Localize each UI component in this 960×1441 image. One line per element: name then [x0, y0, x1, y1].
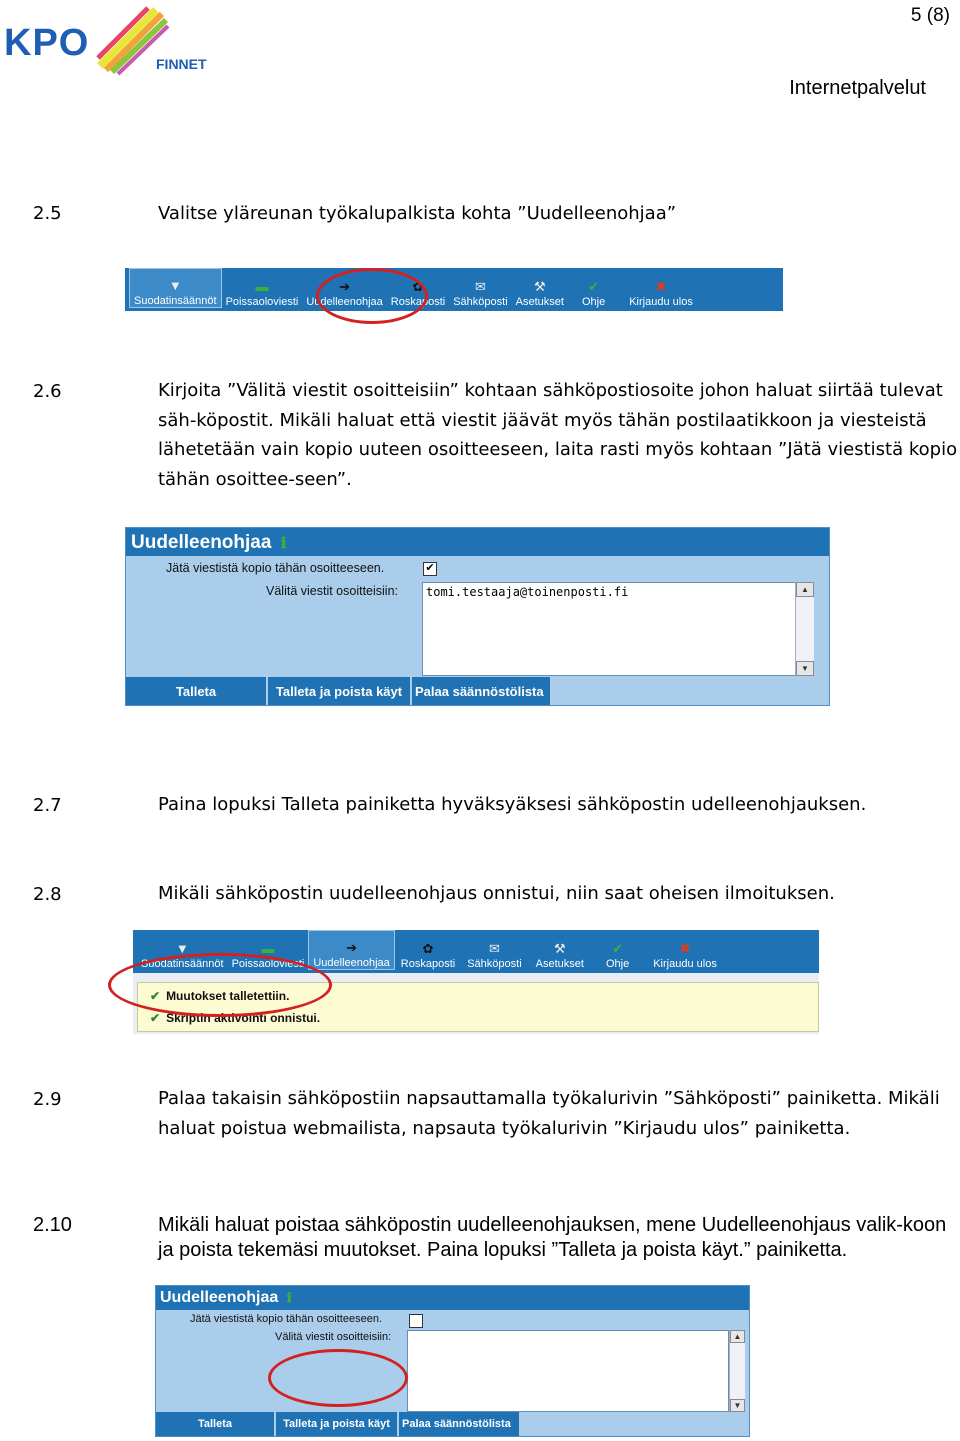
step-number: 2.9 — [33, 1089, 62, 1110]
keep-copy-checkbox[interactable]: ✔ — [423, 562, 437, 576]
toolbar-label: Suodatinsäännöt — [134, 295, 217, 307]
forward-address-textarea[interactable]: tomi.testaaja@toinenposti.fi — [422, 582, 796, 676]
notice-text: Skriptin aktivointi onnistui. — [166, 1011, 321, 1025]
toolbar-settings-button[interactable] — [528, 930, 592, 970]
envelope-icon: ✉ — [488, 941, 500, 956]
arrow-right-icon: ➔ — [339, 279, 351, 294]
toolbar-forward-button[interactable] — [308, 930, 394, 970]
form-title: Uudelleenohjaa — [131, 532, 272, 553]
forward-label: Välitä viestit osoitteisiin: — [266, 584, 399, 598]
envelope-icon: ✉ — [474, 279, 486, 294]
info-icon: ℹ — [286, 1290, 292, 1305]
keep-copy-checkbox[interactable] — [409, 1314, 423, 1328]
forward-form-panel — [155, 1285, 750, 1437]
toolbar-label: Sähköposti — [467, 958, 522, 970]
back-to-rules-button[interactable]: Palaa säännöstölista — [412, 677, 552, 705]
checkmark-icon: ✔ — [150, 989, 161, 1003]
toolbar-label: Roskaposti — [400, 958, 456, 970]
step-text: Valitse yläreunan työkalupalkista kohta ”Uudelleenohjaa” — [158, 203, 677, 224]
form-header — [126, 528, 829, 556]
toolbar-label: Ohje — [581, 296, 606, 308]
highlight-ring — [108, 953, 332, 1017]
wrench-icon: ⚒ — [533, 279, 546, 294]
toolbar-label: Ohje — [605, 958, 630, 970]
textarea-scrollbar[interactable] — [795, 582, 814, 676]
textarea-scrollbar[interactable] — [729, 1330, 745, 1412]
step-number: 2.7 — [33, 795, 62, 816]
scroll-down-icon[interactable]: ▼ — [796, 661, 814, 676]
keep-copy-label: Jätä viestistä kopio tähän osoitteeseen. — [166, 561, 385, 575]
toolbar-label: Asetukset — [515, 296, 564, 308]
toolbar-label: Kirjaudu ulos — [653, 958, 717, 970]
step-text: Palaa takaisin sähköpostiin napsauttamalla työkalurivin ”Sähköposti” painiketta. Mikäli haluat poistua webmailista, napsauta työkalurivin ”Kirjaudu ulos” painiketta. — [158, 1088, 940, 1139]
form-title: Uudelleenohjaa — [160, 1289, 279, 1306]
save-button[interactable]: Talleta — [126, 677, 268, 705]
arrow-right-icon: ➔ — [346, 940, 358, 955]
wrench-icon: ⚒ — [553, 941, 566, 956]
toolbar-away-button[interactable] — [222, 268, 303, 308]
step-text: Kirjoita ”Välitä viestit osoitteisiin” kohtaan sähköpostiosoite johon haluat siirtää tulevat säh-köpostit. Mikäli haluat että viestit jäävät myös tähän postilaatikkoon ja viesteistä lähetetään vain kopio uuteen osoitteeseen, laita rasti myös kohtaan ”Jätä viestistä kopio tähän osoittee-seen”. — [158, 380, 958, 490]
toolbar-logout-button[interactable] — [643, 930, 727, 970]
toolbar-label: Asetukset — [535, 958, 584, 970]
toolbar — [125, 268, 783, 311]
forward-form-panel — [125, 527, 830, 706]
toolbar-label: Suodatinsäännöt — [141, 958, 224, 970]
away-icon: ▬ — [261, 941, 275, 956]
finnet-logo: FINNET — [156, 56, 207, 72]
toolbar-email-button[interactable] — [461, 930, 527, 970]
highlight-ring — [268, 1349, 408, 1407]
page-number: 5 (8) — [910, 5, 950, 26]
scroll-up-icon[interactable]: ▲ — [730, 1330, 745, 1343]
toolbar-label: Sähköposti — [453, 296, 508, 308]
forward-label: Välitä viestit osoitteisiin: — [275, 1331, 392, 1343]
step-text: Paina lopuksi Talleta painiketta hyväksyäksesi sähköpostin udelleenohjauksen. — [158, 794, 867, 815]
step-text: Mikäli sähköpostin uudelleenohjaus onnistui, niin saat oheisen ilmoituksen. — [158, 883, 835, 904]
step-number: 2.5 — [33, 203, 62, 224]
step-number: 2.6 — [33, 381, 62, 402]
spam-icon: ✿ — [412, 279, 424, 294]
form-header — [156, 1286, 749, 1310]
keep-copy-label: Jätä viestistä kopio tähän osoitteeseen. — [190, 1313, 383, 1325]
toolbar-logout-button[interactable] — [619, 268, 703, 308]
toolbar-help-button[interactable] — [568, 268, 619, 308]
toolbar-rules-button[interactable] — [129, 268, 222, 308]
back-to-rules-button[interactable]: Palaa säännöstölista — [399, 1412, 521, 1436]
toolbar-email-button[interactable] — [449, 268, 511, 308]
toolbar-label: Uudelleenohjaa — [306, 296, 383, 308]
close-icon: ✖ — [655, 279, 667, 294]
save-remove-button[interactable]: Talleta ja poista käyt — [268, 677, 412, 705]
highlight-ring — [316, 268, 428, 324]
toolbar-label: Roskaposti — [390, 296, 446, 308]
toolbar-spam-button[interactable] — [395, 930, 461, 970]
checkmark-icon: ✔ — [588, 279, 600, 294]
scroll-up-icon[interactable]: ▲ — [796, 582, 814, 597]
step-number: 2.10 — [33, 1214, 72, 1236]
forward-address-textarea[interactable] — [407, 1330, 729, 1412]
toolbar-label: Kirjaudu ulos — [629, 296, 693, 308]
close-icon: ✖ — [679, 941, 691, 956]
toolbar-help-button[interactable] — [592, 930, 643, 970]
kpo-logo: KPO — [4, 22, 90, 64]
section-title: Internetpalvelut — [789, 77, 926, 99]
save-button[interactable]: Talleta — [156, 1412, 276, 1436]
step-text: Mikäli haluat poistaa sähköpostin uudelleenohjauksen, mene Uudelleenohjaus valik-koon ja poista tekemäsi muutokset. Paina lopuksi ”Talleta ja poista käyt.” painiketta. — [158, 1214, 947, 1261]
toolbar-label: Poissaoloviesti — [231, 958, 305, 970]
checkmark-icon: ✔ — [150, 1011, 161, 1025]
toolbar-settings-button[interactable] — [512, 268, 568, 308]
spam-icon: ✿ — [422, 941, 434, 956]
save-remove-button[interactable]: Talleta ja poista käyt — [276, 1412, 399, 1436]
scroll-down-icon[interactable]: ▼ — [730, 1399, 745, 1412]
filter-icon: ▼ — [175, 941, 189, 956]
notice-text: Muutokset talletettiin. — [166, 989, 290, 1003]
info-icon: ℹ — [280, 535, 287, 552]
toolbar-label: Poissaoloviesti — [225, 296, 299, 308]
step-number: 2.8 — [33, 884, 62, 905]
filter-icon: ▼ — [168, 278, 182, 293]
toolbar-label: Uudelleenohjaa — [313, 957, 390, 969]
checkmark-icon: ✔ — [612, 941, 624, 956]
away-icon: ▬ — [255, 279, 269, 294]
